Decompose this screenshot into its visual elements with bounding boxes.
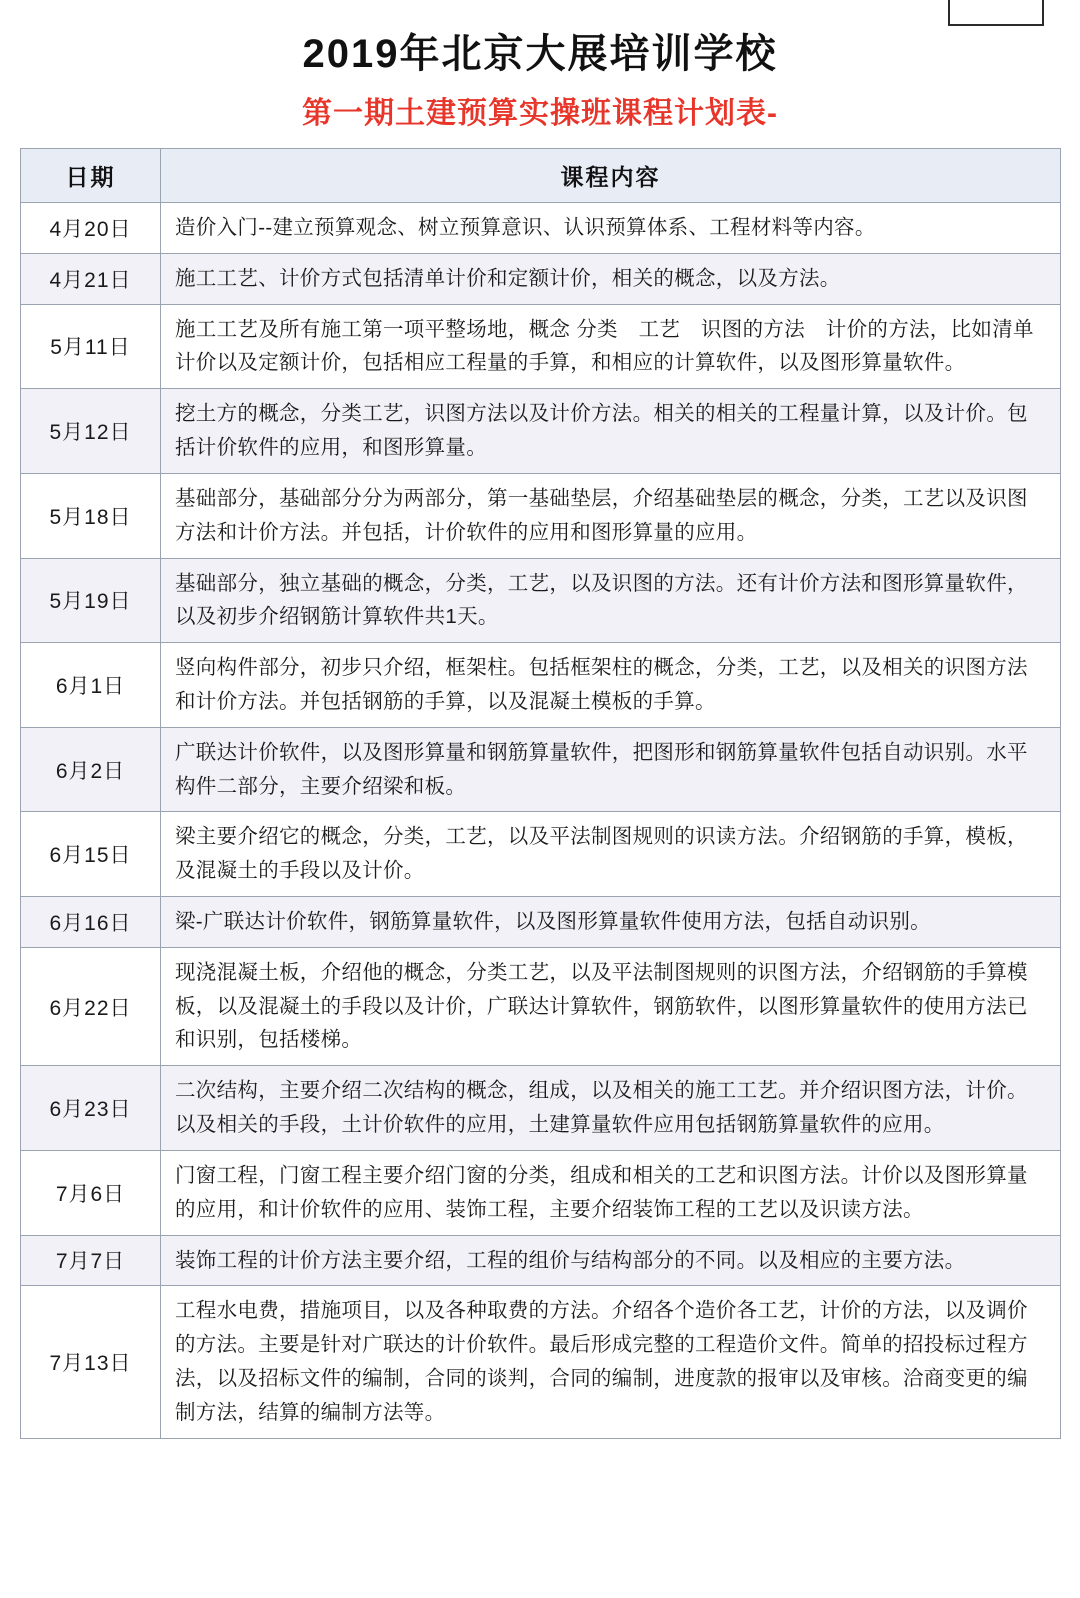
cell-date: 6月23日 bbox=[21, 1066, 161, 1151]
cell-date: 4月21日 bbox=[21, 253, 161, 304]
cell-date: 6月2日 bbox=[21, 727, 161, 812]
course-schedule-table bbox=[20, 148, 1061, 1439]
page-title: 2019年北京大展培训学校 bbox=[302, 32, 778, 76]
corner-mark bbox=[948, 0, 1044, 26]
cell-content: 造价入门--建立预算观念、树立预算意识、认识预算体系、工程材料等内容。 bbox=[161, 203, 1061, 254]
cell-date: 5月19日 bbox=[21, 558, 161, 643]
table-row bbox=[21, 473, 1061, 558]
table-header-row bbox=[21, 149, 1061, 203]
cell-content: 竖向构件部分，初步只介绍，框架柱。包括框架柱的概念，分类，工艺，以及相关的识图方法和计价方法。并包括钢筋的手算，以及混凝土模板的手算。 bbox=[161, 643, 1061, 728]
cell-content: 施工工艺、计价方式包括清单计价和定额计价，相关的概念，以及方法。 bbox=[161, 253, 1061, 304]
table-row bbox=[21, 643, 1061, 728]
cell-date: 4月20日 bbox=[21, 203, 161, 254]
cell-date: 7月13日 bbox=[21, 1286, 161, 1438]
cell-content: 装饰工程的计价方法主要介绍，工程的组价与结构部分的不同。以及相应的主要方法。 bbox=[161, 1235, 1061, 1286]
table-row bbox=[21, 304, 1061, 389]
cell-date: 7月6日 bbox=[21, 1150, 161, 1235]
cell-content: 工程水电费，措施项目，以及各种取费的方法。介绍各个造价各工艺，计价的方法，以及调价的方法。主要是针对广联达的计价软件。最后形成完整的工程造价文件。简单的招投标过程方法，以及招标文件的编制，合同的谈判，合同的编制，进度款的报审以及审核。洽商变更的编制方法，结算的编制方法等。 bbox=[161, 1286, 1061, 1438]
table-body bbox=[21, 203, 1061, 1439]
table-row bbox=[21, 253, 1061, 304]
column-header-content: 课程内容 bbox=[161, 149, 1061, 203]
cell-content: 门窗工程，门窗工程主要介绍门窗的分类，组成和相关的工艺和识图方法。计价以及图形算量的应用，和计价软件的应用、装饰工程，主要介绍装饰工程的工艺以及识读方法。 bbox=[161, 1150, 1061, 1235]
cell-date: 6月22日 bbox=[21, 947, 161, 1065]
page-subtitle: 第一期土建预算实操班课程计划表- bbox=[302, 97, 778, 130]
cell-content: 二次结构，主要介绍二次结构的概念，组成，以及相关的施工工艺。并介绍识图方法，计价。以及相关的手段，土计价软件的应用，土建算量软件应用包括钢筋算量软件的应用。 bbox=[161, 1066, 1061, 1151]
cell-content: 现浇混凝土板，介绍他的概念，分类工艺，以及平法制图规则的识图方法，介绍钢筋的手算模板，以及混凝土的手段以及计价，广联达计算软件，钢筋软件，以图形算量软件的使用方法已和识别，包括楼梯。 bbox=[161, 947, 1061, 1065]
cell-date: 6月16日 bbox=[21, 897, 161, 948]
cell-content: 基础部分，独立基础的概念，分类，工艺，以及识图的方法。还有计价方法和图形算量软件，以及初步介绍钢筋计算软件共1天。 bbox=[161, 558, 1061, 643]
table-row bbox=[21, 1286, 1061, 1438]
table-row bbox=[21, 389, 1061, 474]
table-row bbox=[21, 727, 1061, 812]
cell-content: 广联达计价软件，以及图形算量和钢筋算量软件，把图形和钢筋算量软件包括自动识别。水平构件二部分，主要介绍梁和板。 bbox=[161, 727, 1061, 812]
cell-date: 5月18日 bbox=[21, 473, 161, 558]
table-row bbox=[21, 947, 1061, 1065]
table-row bbox=[21, 558, 1061, 643]
cell-content: 施工工艺及所有施工第一项平整场地，概念 分类 工艺 识图的方法 计价的方法，比如清单计价以及定额计价，包括相应工程量的手算，和相应的计算软件，以及图形算量软件。 bbox=[161, 304, 1061, 389]
cell-content: 梁主要介绍它的概念，分类，工艺，以及平法制图规则的识读方法。介绍钢筋的手算，模板，及混凝土的手段以及计价。 bbox=[161, 812, 1061, 897]
cell-date: 6月1日 bbox=[21, 643, 161, 728]
table-row bbox=[21, 812, 1061, 897]
cell-date: 6月15日 bbox=[21, 812, 161, 897]
cell-content: 基础部分，基础部分分为两部分，第一基础垫层，介绍基础垫层的概念，分类，工艺以及识图方法和计价方法。并包括，计价软件的应用和图形算量的应用。 bbox=[161, 473, 1061, 558]
column-header-date: 日期 bbox=[21, 149, 161, 203]
table-row bbox=[21, 203, 1061, 254]
cell-date: 5月11日 bbox=[21, 304, 161, 389]
table-row bbox=[21, 1150, 1061, 1235]
cell-date: 7月7日 bbox=[21, 1235, 161, 1286]
cell-content: 挖土方的概念，分类工艺，识图方法以及计价方法。相关的相关的工程量计算，以及计价。包括计价软件的应用，和图形算量。 bbox=[161, 389, 1061, 474]
cell-date: 5月12日 bbox=[21, 389, 161, 474]
table-row bbox=[21, 1066, 1061, 1151]
cell-content: 梁-广联达计价软件，钢筋算量软件，以及图形算量软件使用方法，包括自动识别。 bbox=[161, 897, 1061, 948]
table-row bbox=[21, 1235, 1061, 1286]
table-row bbox=[21, 897, 1061, 948]
